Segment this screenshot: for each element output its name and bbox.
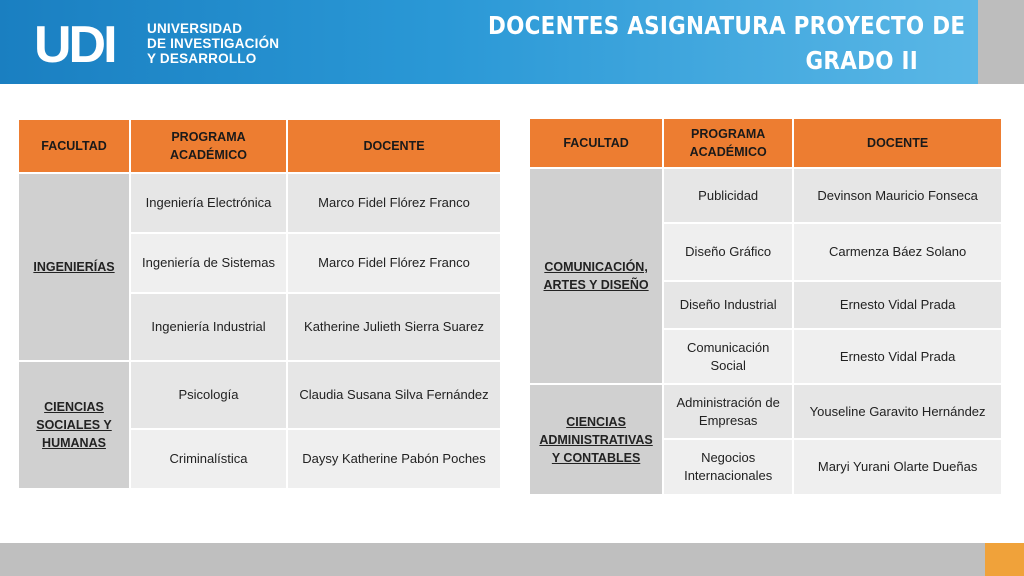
- faculty-cell: CIENCIAS ADMINISTRATIVAS Y CONTABLES: [530, 385, 662, 494]
- header-banner: [0, 0, 978, 84]
- table-row: [530, 385, 1001, 438]
- teacher-cell: Ernesto Vidal Prada: [794, 282, 1001, 328]
- table-row: [19, 174, 500, 232]
- faculty-cell: CIENCIAS SOCIALES Y HUMANAS: [19, 362, 129, 488]
- slide-title-line-2: GRADO II: [805, 46, 918, 75]
- slide-title: [488, 8, 966, 78]
- slide-title-line-1: DOCENTES ASIGNATURA PROYECTO DE: [488, 11, 966, 40]
- header-docente: DOCENTE: [794, 119, 1001, 167]
- program-cell: Criminalística: [131, 430, 286, 488]
- program-cell: Comunicación Social: [664, 330, 792, 383]
- teacher-cell: Devinson Mauricio Fonseca: [794, 169, 1001, 222]
- header-facultad: FACULTAD: [530, 119, 662, 167]
- logo-line-1: UNIVERSIDAD: [147, 21, 243, 36]
- program-cell: Publicidad: [664, 169, 792, 222]
- table-row: [530, 169, 1001, 222]
- teacher-cell: Marco Fidel Flórez Franco: [288, 234, 500, 292]
- logo-line-3: Y DESARROLLO: [147, 51, 257, 66]
- header-programa: PROGRAMA ACADÉMICO: [131, 120, 286, 172]
- program-cell: Ingeniería Industrial: [131, 294, 286, 360]
- faculty-cell: COMUNICACIÓN, ARTES Y DISEÑO: [530, 169, 662, 383]
- program-cell: Diseño Industrial: [664, 282, 792, 328]
- program-cell: Ingeniería Electrónica: [131, 174, 286, 232]
- header-docente: DOCENTE: [288, 120, 500, 172]
- program-cell: Diseño Gráfico: [664, 224, 792, 280]
- teacher-cell: Youseline Garavito Hernández: [794, 385, 1001, 438]
- teacher-cell: Daysy Katherine Pabón Poches: [288, 430, 500, 488]
- table-header-row: [19, 120, 500, 172]
- logo-line-2: DE INVESTIGACIÓN: [147, 36, 280, 51]
- teacher-cell: Maryi Yurani Olarte Dueñas: [794, 440, 1001, 494]
- udi-logo-mark: [34, 20, 144, 66]
- teacher-cell: Ernesto Vidal Prada: [794, 330, 1001, 383]
- table-header-row: [530, 119, 1001, 167]
- header-programa: PROGRAMA ACADÉMICO: [664, 119, 792, 167]
- header-facultad: FACULTAD: [19, 120, 129, 172]
- program-cell: Ingeniería de Sistemas: [131, 234, 286, 292]
- program-cell: Administración de Empresas: [664, 385, 792, 438]
- program-cell: Psicología: [131, 362, 286, 428]
- teacher-cell: Katherine Julieth Sierra Suarez: [288, 294, 500, 360]
- program-cell: Negocios Internacionales: [664, 440, 792, 494]
- table-row: [19, 362, 500, 428]
- logo-wordmark: [147, 21, 279, 66]
- footer-bar: [0, 543, 985, 576]
- faculty-table-right: [528, 117, 1003, 496]
- header-gray-block: [978, 0, 1024, 84]
- teacher-cell: Marco Fidel Flórez Franco: [288, 174, 500, 232]
- faculty-table-left: [17, 118, 502, 490]
- teacher-cell: Claudia Susana Silva Fernández: [288, 362, 500, 428]
- logo-letters: UDI: [34, 20, 115, 66]
- footer-accent-block: [985, 543, 1024, 576]
- faculty-cell: INGENIERÍAS: [19, 174, 129, 360]
- teacher-cell: Carmenza Báez Solano: [794, 224, 1001, 280]
